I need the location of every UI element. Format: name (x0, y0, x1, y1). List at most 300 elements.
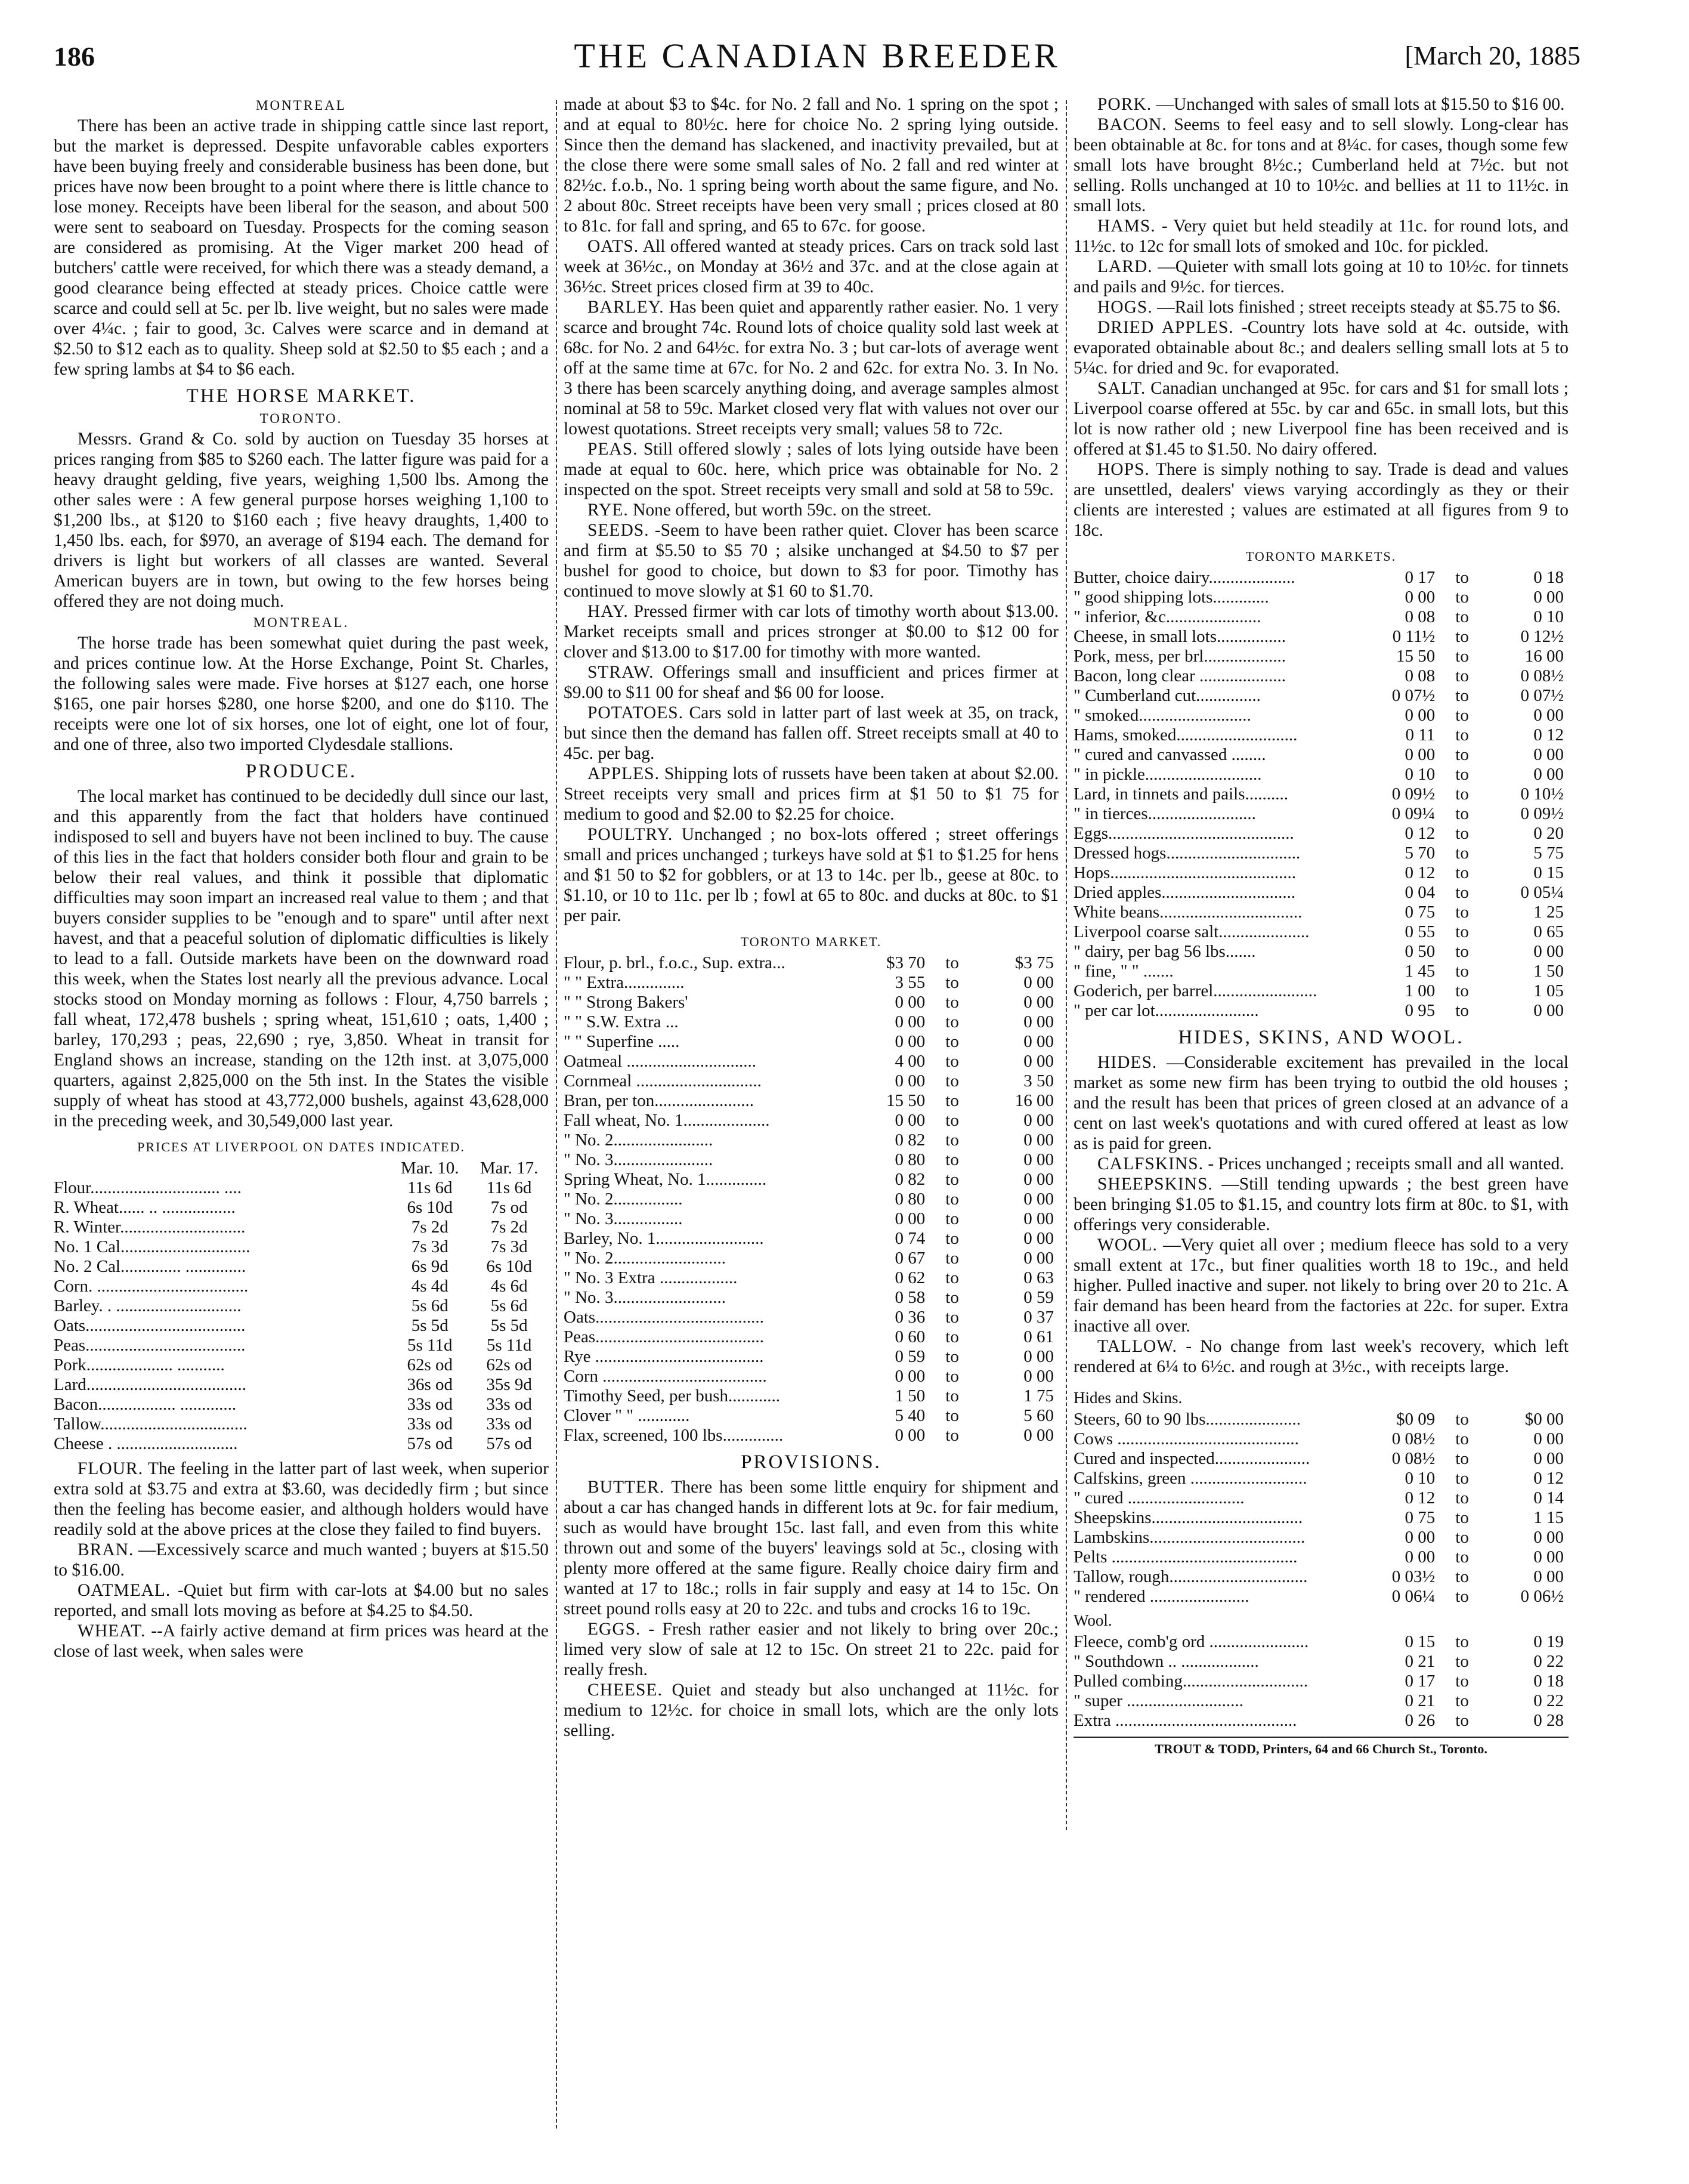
price-separator: to (945, 1012, 959, 1031)
article-paragraph: OATMEAL. -Quiet but firm with car-lots at $4.00 but no sales reported, and small lots moving as before at $4.25 to $4.50. (54, 1581, 549, 1620)
price-high: 5 75 (1533, 844, 1564, 863)
table-row (1074, 1691, 1569, 1711)
price-separator: to (1455, 1469, 1469, 1488)
price-separator: to (1455, 1001, 1469, 1020)
price-high: 0 63 (1023, 1268, 1054, 1287)
price-high: 0 12 (1533, 725, 1564, 745)
item-name: Cheese, in small lots................ (1074, 627, 1286, 646)
table-row (1074, 1429, 1569, 1449)
price-separator: to (1455, 588, 1469, 607)
table-row (1074, 883, 1569, 903)
article-paragraph: PORK. —Unchanged with sales of small lots at $15.50 to $16 00. (1097, 95, 1565, 114)
item-name: Barley. . ............................. (54, 1296, 242, 1315)
article-paragraph: WOOL. —Very quiet all over ; medium fleece has sold to a very small extent at 17c., but finer qualities worth 18 to 19c., and held higher. Pulled inactive and super. not likely to bring over 20 to 21c. A fair demand has been heard from the factories at 22c. for super. Extra inactive all over. (1074, 1235, 1569, 1336)
item-name: Timothy Seed, per bush............ (564, 1386, 781, 1405)
table-row (1074, 745, 1569, 765)
price-high: 0 00 (1023, 1367, 1054, 1386)
table-row (564, 1012, 1059, 1032)
table-caption: TORONTO MARKET. (740, 934, 882, 949)
price-value: 33s od (486, 1395, 532, 1414)
price-low: $3 70 (886, 953, 926, 972)
price-value: 6s 9d (411, 1257, 448, 1276)
article-paragraph: Messrs. Grand & Co. sold by auction on Tuesday 35 horses at prices ranging from $85 to $260 each. The latter figure was paid for a heavy draught gelding, five years, weighing 1,500 lbs. Among the other sales were : A few general purpose horses weighing 1,100 to $1,200 lbs., at $120 to $160 each ; five heavy draughts, 1,400 to 1,450 lbs. each, for $970, an average of $194 each. The demand for drivers is light but workers of all classes are wanted. Several American buyers are in town, but owing to the few horses being offered they are not doing much. (54, 430, 549, 611)
price-value: 7s 3d (490, 1237, 528, 1256)
price-value: 6s 10d (486, 1257, 532, 1276)
item-name: " cured ........................... (1074, 1488, 1245, 1508)
item-name: Liverpool coarse salt..................... (1074, 922, 1310, 941)
table-caption: TORONTO MARKETS. (1245, 549, 1397, 564)
price-low: 0 08 (1405, 666, 1436, 685)
column-header: Mar. 10. (401, 1159, 459, 1178)
price-high: 5 60 (1023, 1406, 1054, 1425)
price-low: 0 00 (895, 1111, 926, 1130)
item-name: " " S.W. Extra ... (564, 1012, 679, 1031)
price-separator: to (1455, 1528, 1469, 1547)
price-low: 0 12 (1405, 863, 1436, 882)
price-low: 0 82 (895, 1170, 926, 1189)
table-row (54, 1316, 549, 1336)
item-name: Flax, screened, 100 lbs.............. (564, 1426, 784, 1445)
price-high: 0 15 (1533, 863, 1564, 882)
price-high: 0 00 (1533, 745, 1564, 764)
article-paragraph: HAY. Pressed firmer with car lots of timothy worth about $13.00. Market receipts small and prices stronger at $0.00 to $12 00 for clover and $13.00 to $17.00 for timothy with more wanted. (564, 602, 1059, 662)
price-high: 0 12 (1533, 1469, 1564, 1488)
item-name: Bran, per ton....................... (564, 1091, 754, 1110)
price-high: 0 07½ (1520, 686, 1564, 705)
price-separator: to (945, 1229, 959, 1248)
table-row (1074, 725, 1569, 745)
price-separator: to (945, 1406, 959, 1425)
article-paragraph: DRIED APPLES. -Country lots have sold at 4c. outside, with evaporated obtainable about 8c.; and dealers selling small lots at 5 to 5¼c. for dried and 9c. for evaporated. (1074, 318, 1569, 378)
subsection-heading: MONTREAL. (253, 615, 349, 630)
price-low: 0 00 (1405, 1547, 1436, 1567)
price-low: 0 00 (895, 1209, 926, 1228)
price-value: 7s od (490, 1198, 528, 1217)
price-low: 1 50 (895, 1386, 926, 1405)
price-high: 1 05 (1533, 981, 1564, 1000)
price-separator: to (1455, 1410, 1469, 1429)
price-separator: to (1455, 686, 1469, 705)
price-high: 0 37 (1023, 1308, 1054, 1327)
article-paragraph: STRAW. Offerings small and insufficient and prices firmer at $9.00 to $11 00 for sheaf and $6 00 for loose. (564, 663, 1059, 702)
item-name: " " Superfine ..... (564, 1032, 680, 1051)
table-row (1074, 765, 1569, 784)
table-row (54, 1395, 549, 1414)
price-high: 0 10 (1533, 607, 1564, 626)
price-high: 0 18 (1533, 1672, 1564, 1691)
price-high: $0 00 (1524, 1410, 1564, 1429)
column-header: Mar. 17. (480, 1159, 539, 1178)
price-low: 0 09½ (1391, 784, 1436, 804)
price-low: 15 50 (886, 1091, 926, 1110)
price-high: 0 61 (1023, 1327, 1054, 1346)
table-row (564, 953, 1059, 973)
price-low: 0 60 (895, 1327, 926, 1346)
price-high: 0 06½ (1520, 1587, 1564, 1606)
table-row (564, 1288, 1059, 1308)
table-row (1074, 942, 1569, 962)
subsection-heading: TORONTO. (259, 411, 343, 426)
price-separator: to (1455, 804, 1469, 823)
price-separator: to (1455, 981, 1469, 1000)
price-separator: to (945, 1426, 959, 1445)
item-name: Tallow, rough................................ (1074, 1567, 1308, 1586)
price-separator: to (1455, 1587, 1469, 1606)
table-row (1074, 1528, 1569, 1547)
table-row (1074, 824, 1569, 844)
price-high: 0 12½ (1520, 627, 1564, 646)
table-row (1074, 588, 1569, 607)
price-separator: to (1455, 745, 1469, 764)
section-heading: HIDES, SKINS, AND WOOL. (1178, 1027, 1464, 1048)
item-name: Spring Wheat, No. 1.............. (564, 1170, 767, 1189)
item-name: Corn ...................................... (564, 1367, 767, 1386)
table-row (54, 1257, 549, 1277)
price-value: 5s 11d (486, 1336, 532, 1355)
price-separator: to (945, 1190, 959, 1209)
item-name: White beans................................. (1074, 903, 1303, 922)
table-row (1074, 1672, 1569, 1691)
price-low: 0 12 (1405, 824, 1436, 843)
price-separator: to (1455, 1632, 1469, 1651)
table-row (1074, 1488, 1569, 1508)
item-name: " No. 2................ (564, 1190, 683, 1209)
price-value: 62s od (486, 1355, 532, 1374)
printer-imprint: TROUT & TODD, Printers, 64 and 66 Church St., Toronto. (1074, 1737, 1569, 1757)
article-paragraph: EGGS. - Fresh rather easier and not likely to bring over 20c.; limed very slow of sale at 12 to 15c. On street 21 to 22c. paid for really fresh. (564, 1620, 1059, 1679)
item-name: Cornmeal ............................. (564, 1071, 762, 1091)
article-paragraph: BACON. Seems to feel easy and to sell slowly. Long-clear has been obtainable at 8c. for tons and at 8¼c. for cases, though some few small lots have brought 8½c.; Cumberland held at 7½c. but not selling. Rolls unchanged at 10 to 10½c. and bellies at 11 to 11½c. in small lots. (1074, 115, 1569, 215)
price-low: $0 09 (1396, 1410, 1436, 1429)
price-high: 1 25 (1533, 903, 1564, 922)
price-high: 0 00 (1533, 1547, 1564, 1567)
table-row (564, 1052, 1059, 1071)
price-low: 0 00 (895, 1032, 926, 1051)
price-value: 5s 11d (407, 1336, 453, 1355)
price-separator: to (1455, 666, 1469, 685)
price-separator: to (1455, 765, 1469, 784)
price-high: 0 00 (1023, 1052, 1054, 1071)
price-high: 3 50 (1023, 1071, 1054, 1091)
table-row (564, 1150, 1059, 1170)
item-name: " good shipping lots............. (1074, 588, 1269, 607)
price-separator: to (1455, 1429, 1469, 1448)
price-low: 0 15 (1405, 1632, 1436, 1651)
table-row (54, 1414, 549, 1434)
price-low: 5 70 (1405, 844, 1436, 863)
table-row (1074, 1508, 1569, 1528)
table-row (564, 1406, 1059, 1426)
price-low: 0 55 (1405, 922, 1436, 941)
article-paragraph: SEEDS. -Seem to have been rather quiet. Clover has been scarce and firm at $5.50 to $5 70 ; alsike unchanged at $4.50 to $7 per bushel for good to choice, but down to $3 for poor. Timothy has continued to move slowly at $1 60 to $1.70. (564, 521, 1059, 601)
price-high: 0 00 (1533, 588, 1564, 607)
price-high: 0 00 (1023, 1150, 1054, 1169)
wool-table (1074, 1632, 1569, 1731)
price-value: 11s 6d (407, 1178, 453, 1197)
table-row (1074, 1410, 1569, 1429)
price-low: 0 36 (895, 1308, 926, 1327)
article-paragraph: The local market has continued to be decidedly dull since our last, and this apparently from the fact that holders have continued indisposed to sell and buyers have not been inclined to buy. The cause of this lies in the fact that holders consider both flour and grain to be below their real values, and think it possible that diplomatic difficulties may soon impart an increased real value to them ; and that buyers consider supplies to be "enough and to spare" until after next havest, and that a peaceful solution of diplomatic difficulties is likely to lead to a fall. Outside markets have been on the downward road this week, when the States lost nearly all the previous advance. Local stocks stood on Monday morning as follows : Flour, 4,750 barrels ; fall wheat, 172,478 bushels ; spring wheat, 151,610 ; oats, 1,400 ; barley, 170,293 ; peas, 22,690 ; rye, 3,850. Wheat in transit for England shows an increase, standing on the 12th inst. at 3,075,000 quarters, against 2,825,000 on the 5th inst. In the States the visible supply of wheat has stood at 43,772,000 bushels, against 43,628,000 in the preceding week, and 30,549,000 last year. (54, 787, 549, 1130)
price-low: 0 00 (895, 1367, 926, 1386)
table-caption: Hides and Skins. (1074, 1389, 1183, 1407)
price-separator: to (945, 1249, 959, 1268)
table-row (564, 1347, 1059, 1367)
price-separator: to (1455, 1449, 1469, 1468)
item-name: " No. 3................ (564, 1209, 683, 1228)
item-name: Cheese . ............................ (54, 1434, 238, 1453)
price-low: 0 82 (895, 1130, 926, 1150)
table-row (54, 1178, 549, 1198)
item-name: Flour.............................. .... (54, 1178, 242, 1197)
price-separator: to (1455, 883, 1469, 902)
item-name: No. 2 Cal.............. .............. (54, 1257, 246, 1276)
section-heading: MONTREAL (256, 98, 347, 113)
masthead-title: THE CANADIAN BREEDER (574, 36, 1060, 75)
price-high: 0 00 (1023, 1249, 1054, 1268)
price-high: 16 00 (1014, 1091, 1054, 1110)
article-paragraph: SHEEPSKINS. —Still tending upwards ; the best green have been bringing $1.05 to $1.15, and country lots firm at 80c. to $1, with offerings very considerable. (1074, 1175, 1569, 1234)
table-row (1074, 568, 1569, 588)
article-paragraph: HOGS. —Rail lots finished ; street receipts steady at $5.75 to $6. (1097, 298, 1561, 317)
price-value: 36s od (407, 1375, 453, 1394)
price-low: 0 17 (1405, 1672, 1436, 1691)
item-name: Hops........................................... (1074, 863, 1296, 882)
item-name: Bacon.................. ............. (54, 1395, 237, 1414)
price-high: 0 00 (1023, 1426, 1054, 1445)
price-low: 0 74 (895, 1229, 926, 1248)
item-name: Barley, No. 1......................... (564, 1229, 764, 1248)
price-high: 0 00 (1533, 1567, 1564, 1586)
price-separator: to (1455, 1652, 1469, 1671)
table-row (54, 1237, 549, 1257)
price-low: 0 80 (895, 1150, 926, 1169)
price-value: 35s 9d (486, 1375, 532, 1394)
price-high: 0 09½ (1520, 804, 1564, 823)
price-value: 33s od (486, 1414, 532, 1434)
article-paragraph: HAMS. - Very quiet but held steadily at 11c. for round lots, and 11½c. to 12c for small lots of smoked and 10c. for pickled. (1074, 217, 1569, 256)
price-low: 0 09¼ (1391, 804, 1436, 823)
price-high: 0 00 (1023, 973, 1054, 992)
item-name: Pulled combing............................. (1074, 1672, 1308, 1691)
price-high: 1 50 (1533, 962, 1564, 981)
table-row (564, 1190, 1059, 1209)
item-name: Oats....................................... (564, 1308, 764, 1327)
table-caption: Wool. (1074, 1611, 1112, 1629)
item-name: Tallow.................................. (54, 1414, 248, 1434)
item-name: Bacon, long clear .................... (1074, 666, 1286, 685)
price-high: 0 59 (1023, 1288, 1054, 1307)
price-separator: to (945, 1130, 959, 1150)
price-low: 1 45 (1405, 962, 1436, 981)
price-high: 0 65 (1533, 922, 1564, 941)
item-name: Cows .......................................... (1074, 1429, 1299, 1448)
price-value: 5s 5d (411, 1316, 448, 1335)
table-row (564, 1170, 1059, 1190)
price-low: 0 08 (1405, 607, 1436, 626)
price-low: 1 00 (1405, 981, 1436, 1000)
table-row (54, 1434, 549, 1454)
article-paragraph: BARLEY. Has been quiet and apparently rather easier. No. 1 very scarce and brought 74c. Round lots of choice quality sold last week at 68c. for No. 2 and 64½c. for extra No. 3 ; but car-lots of average went off at the same time at 67c. for No. 2 and 62c. for extra No. 3. In No. 3 there has been scarcely anything doing, and average samples almost nominal at 58 to 59c. Market closed very flat with values not over our lowest quotations. Street receipts very small; values 58 to 72c. (564, 298, 1059, 438)
item-name: Peas....................................... (564, 1327, 764, 1346)
price-high: 0 22 (1533, 1691, 1564, 1710)
article-paragraph: PEAS. Still offered slowly ; sales of lots lying outside have been made at equal to 60c. here, which price was obtainable for No. 2 inspected on the spot. Street receipts very small and sold at 58 to 59c. (564, 440, 1059, 499)
item-name: Fall wheat, No. 1.................... (564, 1111, 770, 1130)
article-paragraph: HIDES. —Considerable excitement has prevailed in the local market as some new firm has been trying to outbid the old houses ; and the result has been that prices of green closed at an advance of a cent on last week's quotations and with cured offered at least as low as is paid for green. (1074, 1053, 1569, 1153)
page-header (54, 36, 1580, 84)
table-row (1074, 647, 1569, 666)
price-separator: to (945, 1347, 959, 1366)
price-low: 0 08½ (1391, 1449, 1436, 1468)
item-name: " super ........................... (1074, 1691, 1243, 1710)
price-high: 0 00 (1533, 1528, 1564, 1547)
article-paragraph: TALLOW. - No change from last week's recovery, which left rendered at 6¼ to 6½c. and rough at 3½c., with receipts large. (1074, 1337, 1569, 1376)
table-row (564, 1308, 1059, 1327)
price-low: 0 10 (1405, 1469, 1436, 1488)
price-high: 0 00 (1533, 942, 1564, 961)
toronto-markets-table (1074, 568, 1569, 1021)
item-name: Butter, choice dairy.................... (1074, 568, 1295, 587)
table-row (564, 1209, 1059, 1229)
table-row (1074, 1711, 1569, 1731)
price-separator: to (945, 1386, 959, 1405)
table-row (1074, 784, 1569, 804)
price-high: 0 00 (1533, 1001, 1564, 1020)
price-low: 0 00 (1405, 588, 1436, 607)
issue-date: [March 20, 1885 (1405, 41, 1580, 70)
price-low: 0 00 (895, 993, 926, 1012)
table-row (1074, 686, 1569, 706)
article-paragraph: OATS. All offered wanted at steady prices. Cars on track sold last week at 36½c., on Monday at 36½ and 37c. and at the close again at 36½c. Street prices closed firm at 39 to 40c. (564, 237, 1059, 296)
price-separator: to (1455, 1547, 1469, 1567)
price-separator: to (1455, 607, 1469, 626)
price-value: 33s od (407, 1414, 453, 1434)
price-low: 0 06¼ (1391, 1587, 1436, 1606)
column-rule (1066, 100, 1067, 1830)
price-high: 0 00 (1533, 706, 1564, 725)
table-row (54, 1218, 549, 1237)
price-high: 0 00 (1023, 993, 1054, 1012)
column-3 (1074, 94, 1569, 2160)
item-name: " in tierces......................... (1074, 804, 1256, 823)
table-row (564, 1032, 1059, 1052)
price-value: 4s 4d (411, 1277, 448, 1296)
table-row (564, 1268, 1059, 1288)
price-separator: to (945, 1308, 959, 1327)
item-name: " cured and canvassed ........ (1074, 745, 1266, 764)
price-high: 0 00 (1023, 1347, 1054, 1366)
price-high: 0 00 (1023, 1170, 1054, 1189)
article-paragraph: There has been an active trade in shipping cattle since last report, but the market is depressed. Despite unfavorable cables exporters have been buying freely and considerable business has been done, but prices have now been brought to a point where there is little chance to lose money. Receipts have been liberal for the season, and about 500 were sent to seaboard on Tuesday. Prospects for the coming season are considered as promising. At the Viger market 200 head of butchers' cattle were received, for which there was a steady demand, a good clearance being effected at steady prices. Choice cattle were scarce and could sell at 5c. per lb. live weight, but no sales were made over 4¼c. ; fair to good, 3c. Calves were scarce and in demand at $2.50 to $12 each as to quality. Sheep sold at $2.50 to $5 each ; and a few spring lambs at $4 to $6 each. (54, 116, 549, 379)
table-row (564, 1426, 1059, 1445)
price-separator: to (945, 1268, 959, 1287)
price-separator: to (1455, 627, 1469, 646)
table-row (1074, 981, 1569, 1001)
price-low: 0 95 (1405, 1001, 1436, 1020)
item-name: " No. 3 Extra .................. (564, 1268, 738, 1287)
column-rule (556, 100, 557, 2129)
price-low: 3 55 (895, 973, 926, 992)
price-separator: to (945, 1091, 959, 1110)
price-high: 0 19 (1533, 1632, 1564, 1651)
price-separator: to (1455, 1711, 1469, 1730)
price-separator: to (1455, 942, 1469, 961)
price-low: 0 59 (895, 1347, 926, 1366)
article-paragraph: RYE. None offered, but worth 59c. on the street. (587, 501, 932, 520)
price-separator: to (1455, 1672, 1469, 1691)
section-heading: THE HORSE MARKET. (186, 385, 416, 407)
item-name: No. 1 Cal.............................. (54, 1237, 250, 1256)
item-name: " " Extra.............. (564, 973, 685, 992)
table-row (1074, 706, 1569, 725)
item-name: Pelts ........................................... (1074, 1547, 1298, 1567)
price-low: 15 50 (1396, 647, 1436, 666)
item-name: " rendered ....................... (1074, 1587, 1249, 1606)
table-row (1074, 1587, 1569, 1607)
price-separator: to (1455, 863, 1469, 882)
article-paragraph: The horse trade has been somewhat quiet during the past week, and prices continue low. At the Horse Exchange, Point St. Charles, the following sales were made. Five horses at $127 each, one horse $165, one pair horses $280, one horse $200, and one do $110. The receipts were one lot of six horses, one lot of eight, one lot of four, and one of three, also two imported Clydesdale stallions. (54, 634, 549, 754)
item-name: Steers, 60 to 90 lbs...................... (1074, 1410, 1301, 1429)
item-name: " smoked.......................... (1074, 706, 1251, 725)
price-low: 0 17 (1405, 568, 1436, 587)
price-low: 0 50 (1405, 942, 1436, 961)
article-paragraph: APPLES. Shipping lots of russets have been taken at about $2.00. Street receipts very small and prices firm at $1 50 to $1 75 for medium to good and $2.00 to $2.25 for choice. (564, 764, 1059, 824)
article-paragraph: POTATOES. Cars sold in latter part of last week at 35, on track, but since then the demand has fallen off. Street receipts small at 40 to 45c. per bag. (564, 703, 1059, 763)
price-high: 0 28 (1533, 1711, 1564, 1730)
price-high: 1 15 (1533, 1508, 1564, 1527)
table-row (564, 1091, 1059, 1111)
price-low: 0 58 (895, 1288, 926, 1307)
item-name: R. Winter............................. (54, 1218, 246, 1237)
item-name: " " Strong Bakers' (564, 993, 688, 1012)
price-separator: to (945, 953, 959, 972)
price-low: 0 00 (895, 1426, 926, 1445)
price-high: 0 18 (1533, 568, 1564, 587)
item-name: Dried apples............................... (1074, 883, 1296, 902)
price-low: 0 26 (1405, 1711, 1436, 1730)
table-row (1074, 962, 1569, 981)
price-high: $3 75 (1014, 953, 1054, 972)
price-low: 0 00 (895, 1071, 926, 1091)
price-high: 0 00 (1533, 765, 1564, 784)
table-row (1074, 922, 1569, 942)
price-separator: to (1455, 725, 1469, 745)
table-row (54, 1277, 549, 1296)
item-name: R. Wheat...... .. ................. (54, 1198, 236, 1217)
price-low: 0 00 (895, 1012, 926, 1031)
price-value: 57s od (407, 1434, 453, 1453)
price-value: 62s od (407, 1355, 453, 1374)
item-name: " No. 2....................... (564, 1130, 713, 1150)
table-row (564, 1249, 1059, 1268)
table-row (1074, 863, 1569, 883)
article-paragraph: BUTTER. There has been some little enquiry for shipment and about a car has changed hands in different lots at 9c. for fair medium, such as would have brought 15c. last fall, and even from this white thrown out and some of the buyers' leavings sold at 5c., closing with plenty more offered at the same figure. Really choice dairy firm and wanted at 17 to 18c.; rolls in fair supply and easy at 14 to 15c. On street pound rolls easy at 20 to 22c. and tubs and crocks 16 to 19c. (564, 1478, 1059, 1618)
price-separator: to (945, 1071, 959, 1091)
table-row (564, 1111, 1059, 1130)
item-name: Lambskins.................................... (1074, 1528, 1306, 1547)
price-value: 5s 6d (490, 1296, 528, 1315)
price-high: 0 00 (1533, 1429, 1564, 1448)
price-low: 0 10 (1405, 765, 1436, 784)
price-high: 0 00 (1533, 1449, 1564, 1468)
table-row (564, 1367, 1059, 1386)
table-caption: PRICES AT LIVERPOOL ON DATES INDICATED. (137, 1139, 465, 1154)
price-separator: to (1455, 922, 1469, 941)
price-separator: to (1455, 962, 1469, 981)
article-paragraph: HOPS. There is simply nothing to say. Trade is dead and values are unsettled, dealers' views varying accordingly as they or their clients are interested ; values are estimated at all figures from 9 to 18c. (1074, 460, 1569, 540)
table-row (54, 1355, 549, 1375)
table-row (1074, 1652, 1569, 1672)
article-paragraph: POULTRY. Unchanged ; no box-lots offered ; street offerings small and prices unchanged ; turkeys have sold at $1 to $1.25 for hens and $1 50 to $2 for gobblers, or at 13 to 14c. per lb., geese at 80c. to $1.10, or 10 to 11c. per lb ; fowl at 65 to 80c. and ducks at 80c. to $1 per pair. (564, 825, 1059, 925)
